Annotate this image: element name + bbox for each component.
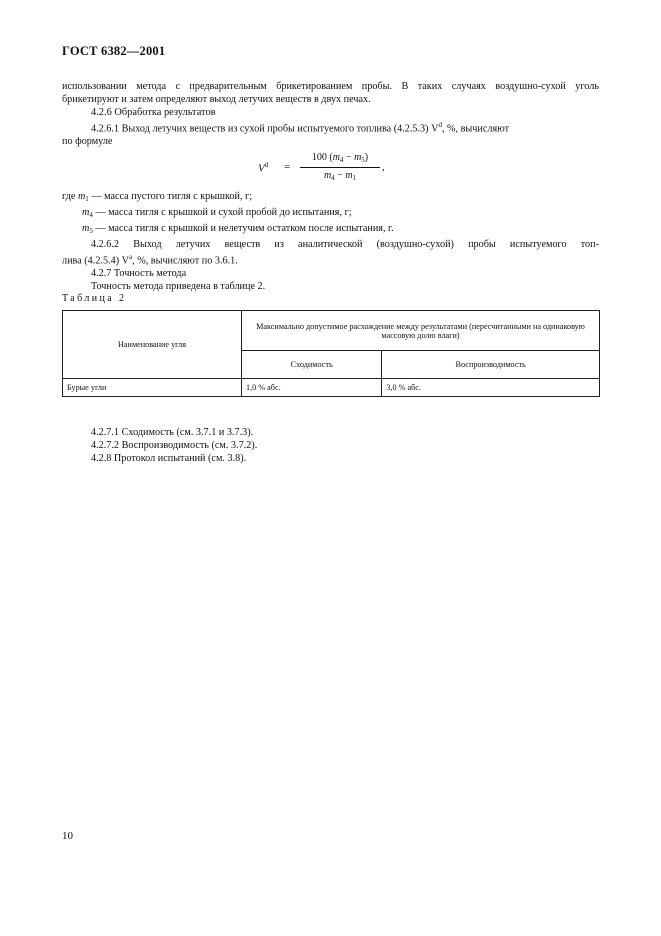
section-4-2-7: 4.2.7 Точность метода [91, 268, 187, 280]
section-4-2-7-text: Точность метода приведена в таблице 2. [91, 281, 266, 293]
section-4-2-6-2: 4.2.6.2 Выход летучих веществ из аналитической (воздушно-сухой) пробы испытуемого топ- [91, 239, 599, 250]
formula-numerator: 100 $(m_4 - m_5)$ [311, 152, 369, 164]
col-header-repeatability: Сходимость [242, 351, 382, 379]
formula-fraction-bar [300, 167, 380, 168]
cell-reproducibility: 3,0 % абс. [382, 379, 600, 397]
formula-lhs: $V^d$ [258, 161, 269, 175]
page-number: 10 [62, 830, 73, 842]
definition-m1: где $m_1$ — масса пустого тигля с крышкой, г; [62, 191, 253, 203]
definition-m5: $m_5$ — масса тигля с крышкой и нелетучим остатком после испытания, г. [82, 223, 394, 235]
intro-line-1: использовании метода с предварительным брикетированием пробы. В таких случаях воздушно-сухой уголь [62, 81, 599, 92]
formula-definitions [62, 190, 599, 293]
document-header: ГОСТ 6382—2001 [62, 44, 166, 58]
col-header-coal-name: Наименование угля [63, 311, 242, 379]
section-4-2-8: 4.2.8 Протокол испытаний (см. 3.8). [91, 453, 247, 464]
formula-volatile-matter [258, 151, 428, 187]
table-caption: Таблица 2 [62, 293, 127, 304]
formula-denominator: $m_4 - m_1$ [323, 170, 357, 182]
body-text [62, 80, 599, 148]
col-header-reproducibility: Воспроизводимость [382, 351, 600, 379]
cell-repeatability: 1,0 % абс. [242, 379, 382, 397]
col-header-max-difference: Максимально допустимое расхождение между результатами (пересчитанными на одинаковую массовую долю влаги) [242, 311, 600, 351]
intro-line-2: брикетируют и затем определяют выход летучих веществ в двух печах. [62, 94, 371, 105]
table-row [63, 379, 600, 397]
definition-m4: $m_4$ — масса тигля с крышкой и сухой пробой до испытания, г; [82, 207, 352, 219]
after-table-text [62, 426, 599, 465]
formula-comma: , [382, 161, 385, 173]
section-4-2-7-1: 4.2.7.1 Сходимость (см. 3.7.1 и 3.7.3). [91, 427, 254, 438]
formula-equals: = [284, 161, 291, 173]
section-4-2-6-2-cont: лива (4.2.5.4) $V^a$, %, вычисляют по 3.6.1. [62, 253, 238, 267]
section-4-2-7-2: 4.2.7.2 Воспроизводимость (см. 3.7.2). [91, 440, 258, 451]
precision-table [62, 310, 600, 397]
section-4-2-6-1-cont: по формуле [62, 136, 113, 148]
cell-coal-name: Бурые угли [63, 379, 242, 397]
table-header-row [63, 311, 600, 351]
section-4-2-6: 4.2.6 Обработка результатов [91, 107, 216, 118]
section-4-2-6-1: 4.2.6.1 Выход летучих веществ из сухой пробы испытуемого топлива (4.2.5.3) $V^d$, %, вычисляют [91, 121, 510, 135]
